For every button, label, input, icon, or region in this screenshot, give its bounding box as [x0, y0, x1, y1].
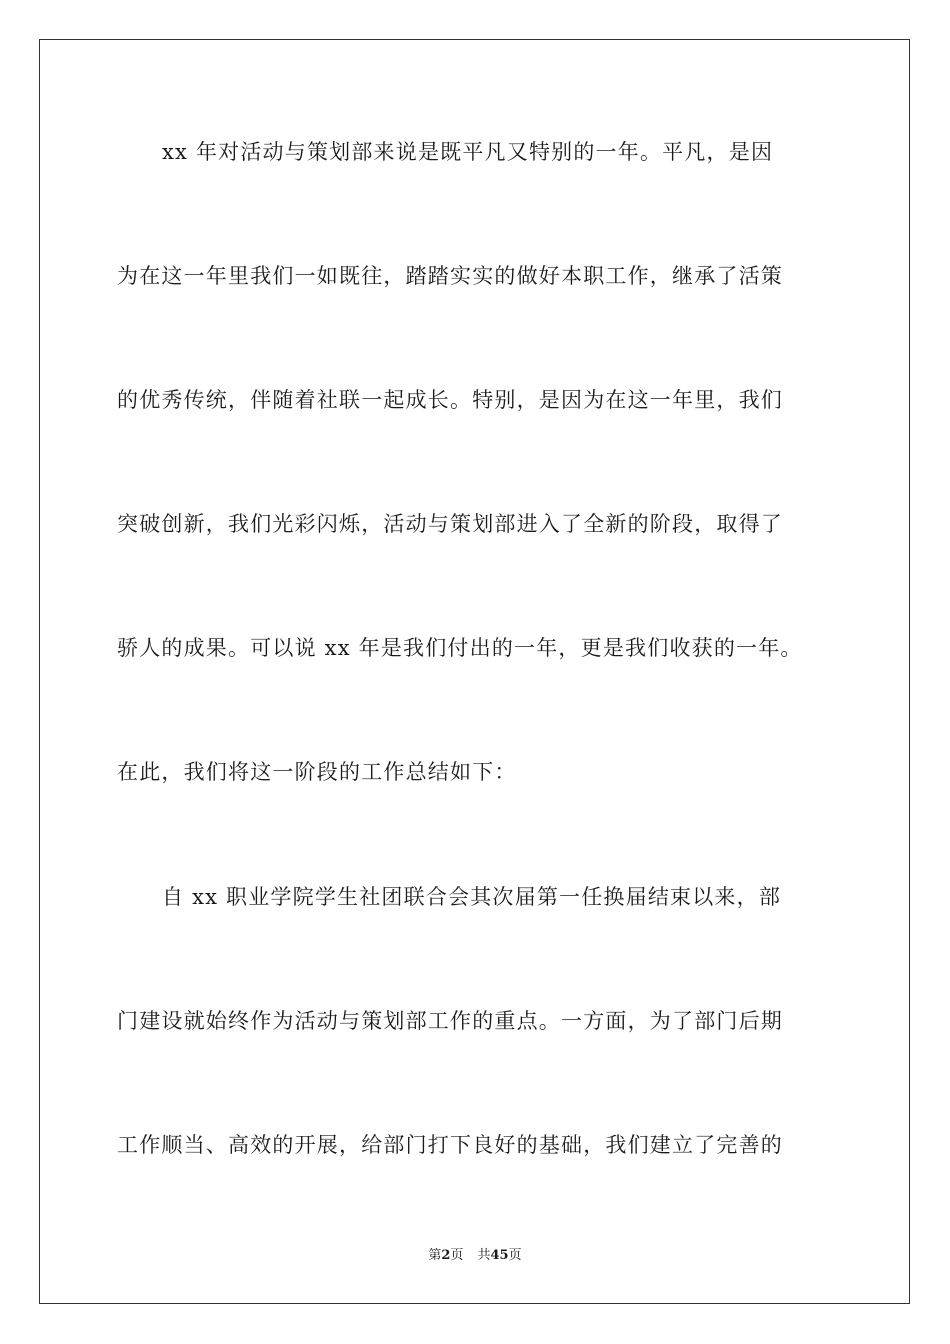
text-line: 自 xx 职业学院学生社团联合会其次届第一任换届结束以来，部 — [162, 885, 782, 909]
page-suffix: 页 — [450, 1248, 464, 1263]
total-suffix: 页 — [508, 1248, 522, 1263]
text-line: 门建设就始终作为活动与策划部工作的重点。一方面，为了部门后期 — [117, 1009, 783, 1033]
page-prefix: 第 — [428, 1248, 442, 1263]
total-pages: 45 — [490, 1248, 509, 1263]
text-line: 骄人的成果。可以说 xx 年是我们付出的一年，更是我们收获的一年。 — [117, 636, 803, 660]
total-prefix: 共 — [477, 1248, 491, 1263]
text-line: 在此，我们将这一阶段的工作总结如下： — [117, 760, 517, 784]
text-line: 的优秀传统，伴随着社联一起成长。特别，是因为在这一年里，我们 — [117, 388, 783, 412]
page-number: 2 — [441, 1248, 451, 1263]
text-line: xx 年对活动与策划部来说是既平凡又特别的一年。平凡，是因 — [162, 140, 774, 164]
text-line: 工作顺当、高效的开展，给部门打下良好的基础，我们建立了完善的 — [117, 1133, 783, 1157]
text-line: 为在这一年里我们一如既往，踏踏实实的做好本职工作，继承了活策 — [117, 264, 783, 288]
page-border — [39, 39, 910, 1304]
text-line: 突破创新，我们光彩闪烁，活动与策划部进入了全新的阶段，取得了 — [117, 512, 783, 536]
page-footer — [0, 1247, 950, 1265]
